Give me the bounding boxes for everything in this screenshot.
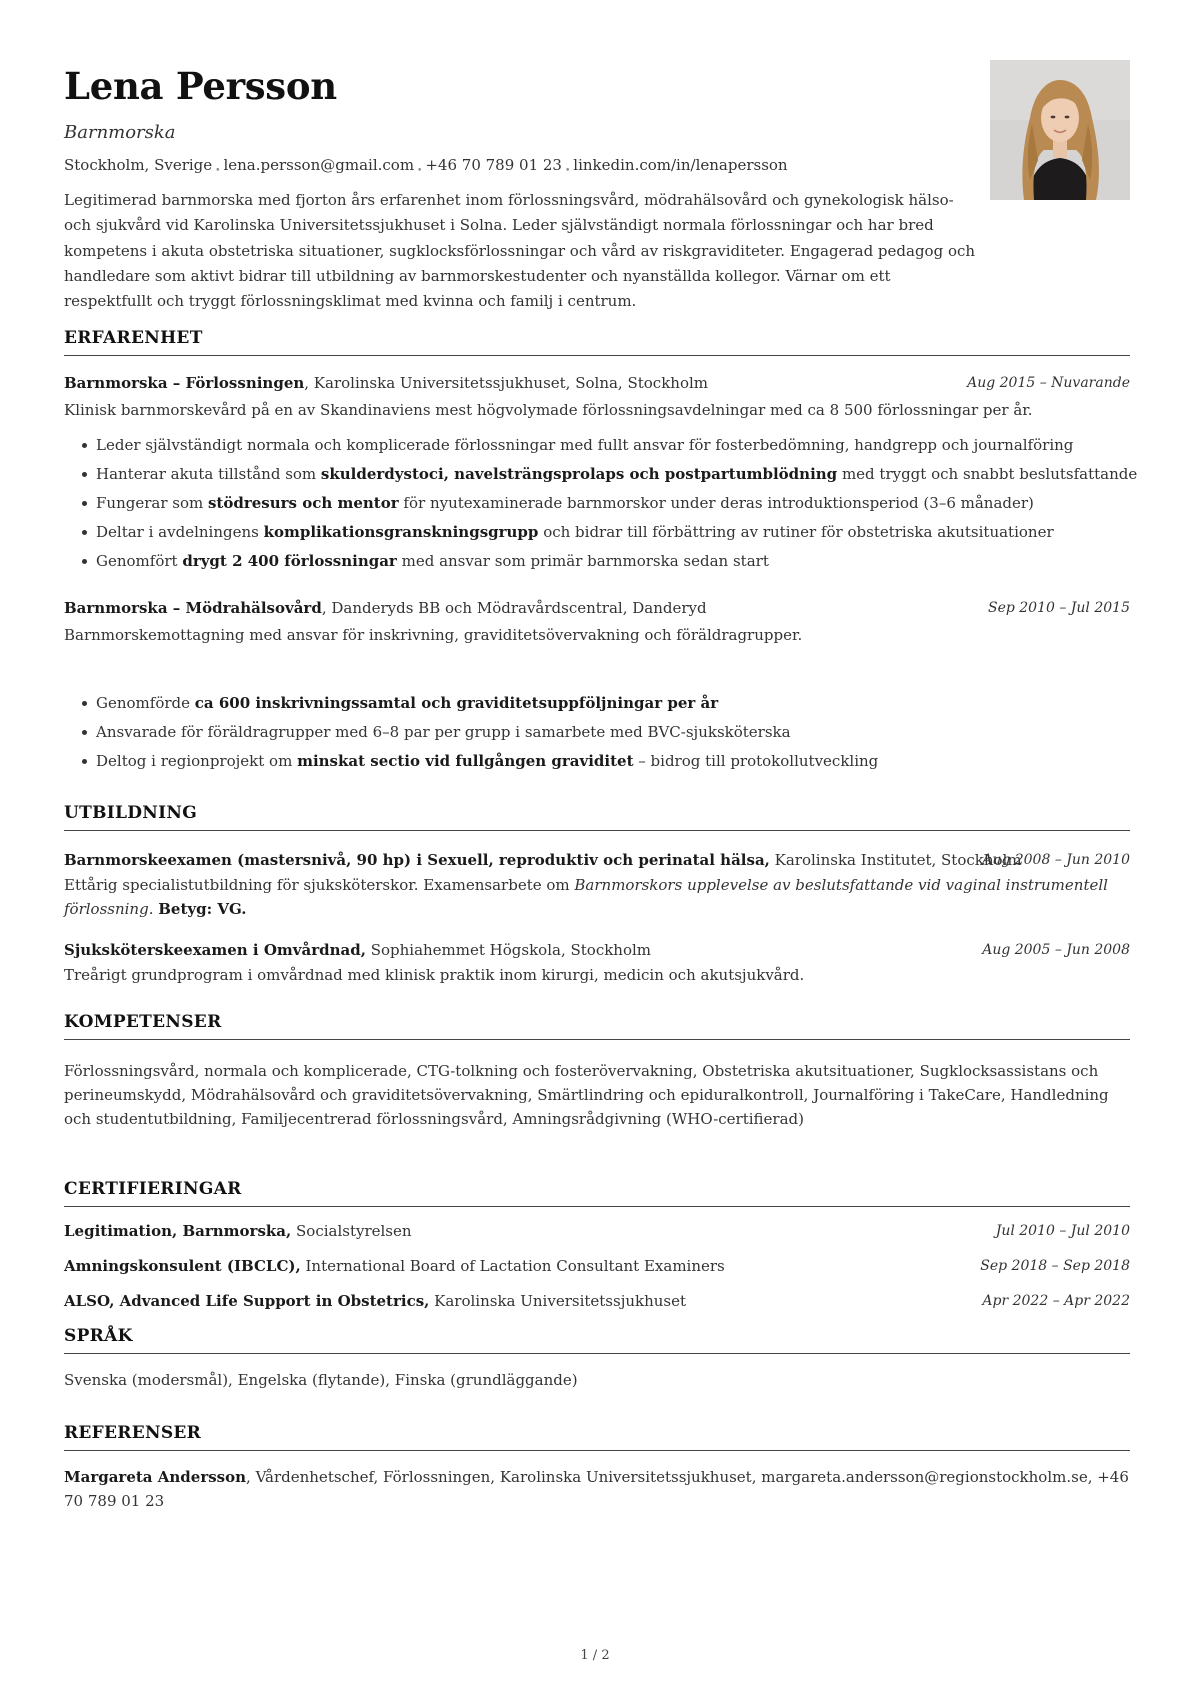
bullet-text: Deltar i avdelningens [96,523,264,541]
job-title: Barnmorska – Mödrahälsovård [64,599,322,617]
reference-name: Margareta Andersson [64,1468,247,1486]
experience-section [64,328,1138,668]
job-bullet [64,751,1130,780]
certification-item [64,1291,1130,1311]
bullet-text: och bidrar till förbättring av rutiner för obstetriska akutsituationer [538,523,1054,541]
job-bullet-list [64,693,1130,780]
bullet-emphasis: komplikationsgranskningsgrupp [263,523,539,541]
job-title: Barnmorska – Förlossningen [64,374,305,392]
section-divider [64,1206,1130,1207]
job-description: Barnmorskemottagning med ansvar för inskrivning, graviditetsövervakning och föräldragrupper. [64,626,803,644]
profile-photo [990,60,1130,200]
page-number: 1 / 2 [580,1648,610,1663]
job-bullet [64,464,1138,493]
bullet-text: för nyutexaminerade barnmorskor under deras introduktionsperiod (3–6 månader) [398,494,1034,512]
certification-item [64,1221,1130,1241]
job-bullet [64,722,1130,751]
certification-dates: Apr 2022 – Apr 2022 [982,1293,1130,1309]
bullet-text: med ansvar som primär barnmorska sedan start [396,552,769,570]
section-title-education: UTBILDNING [64,803,198,823]
grade-text: Betyg: VG. [158,900,247,918]
email-link[interactable]: lena.persson@gmail.com [223,156,415,174]
resume-header [64,60,1130,322]
education-description [64,873,1130,921]
location-text: Stockholm, Sverige [64,156,213,174]
bullet-emphasis: minskat sectio vid fullgången graviditet [297,752,634,770]
certification-issuer: International Board of Lactation Consultant Examiners [300,1257,725,1275]
education-heading [64,940,1130,960]
bullet-text: – bidrog till protokollutveckling [633,752,879,770]
job-bullet-list [64,435,1138,580]
degree-title: Barnmorskeexamen (mastersnivå, 90 hp) i Sexuell, reproduktiv och perinatal hälsa, [64,851,770,869]
bullet-text: Ansvarade för föräldragrupper med 6–8 par per grupp i samarbete med BVC-sjuksköterska [96,723,791,741]
job-bullet [64,551,1130,580]
certification-issuer: Karolinska Universitetssjukhuset [429,1292,687,1310]
section-title-certifications: CERTIFIERINGAR [64,1179,242,1199]
job-bullet [64,435,1130,464]
bullet-emphasis: skulderdystoci, navelsträngsprolaps och postpartumblödning [320,465,838,483]
section-divider [64,355,1130,356]
bullet-emphasis: stödresurs och mentor [207,494,399,512]
certification-name: Amningskonsulent (IBCLC), [64,1257,301,1275]
certification-issuer: Socialstyrelsen [291,1222,412,1240]
school-name: Sophiahemmet Högskola, Stockholm [365,941,652,959]
resume-page [64,60,1138,1510]
education-heading [64,850,1130,870]
bullet-emphasis: ca 600 inskrivningssamtal och graviditetsuppföljningar per år [194,694,719,712]
education-dates: Aug 2008 – Jun 2010 [982,852,1130,868]
education-section [64,803,1130,1003]
education-text: . [148,900,159,918]
bullet-text: Deltog i regionprojekt om [96,752,298,770]
section-divider [64,830,1130,831]
certification-name: ALSO, Advanced Life Support in Obstetrics, [64,1292,430,1310]
job-bullet [64,522,1130,551]
contact-separator: • [564,166,571,176]
job-organization: , Danderyds BB och Mödravårdscentral, Danderyd [321,599,707,617]
bullet-text: Genomförde [96,694,195,712]
section-divider [64,1039,1130,1040]
certification-dates: Jul 2010 – Jul 2010 [995,1223,1130,1239]
references-section [64,1423,1130,1513]
section-title-experience: ERFARENHET [64,328,203,348]
certification-item [64,1256,1130,1276]
certifications-section [64,1179,1130,1309]
education-dates: Aug 2005 – Jun 2008 [982,942,1130,958]
section-title-languages: SPRÅK [64,1326,133,1346]
contact-separator: • [215,166,221,176]
job-organization: , Karolinska Universitetssjukhuset, Solna, Stockholm [304,374,708,392]
candidate-name: Lena Persson [64,64,337,108]
job-heading [64,598,1130,618]
bullet-text: med tryggt och snabbt beslutsfattande [837,465,1138,483]
languages-list: Svenska (modersmål), Engelska (flytande), Finska (grundläggande) [64,1371,578,1389]
school-name: Karolinska Institutet, Stockholm [769,851,1022,869]
candidate-role: Barnmorska [64,122,176,143]
languages-section [64,1326,1130,1396]
bullet-text: Genomfört [96,552,183,570]
education-description: Treårigt grundprogram i omvårdnad med klinisk praktik inom kirurgi, medicin och akutsjukvård. [64,966,805,984]
skills-section [64,1012,1130,1152]
education-text: Ettårig specialistutbildning för sjuksköterskor. Examensarbete om [64,876,575,894]
reference-entry [64,1465,1130,1513]
certification-dates: Sep 2018 – Sep 2018 [980,1258,1130,1274]
portrait-image [990,60,1130,200]
contact-separator: • [417,166,423,176]
certification-name: Legitimation, Barnmorska, [64,1222,292,1240]
bullet-text: Fungerar som [96,494,208,512]
job-dates: Aug 2015 – Nuvarande [967,375,1130,391]
profile-summary: Legitimerad barnmorska med fjorton års erfarenhet inom förlossningsvård, mödrahälsovård och gynekologisk hälso- och sjukvård vid Karolinska Universitetssjukhuset i Solna. Leder självständigt normala förlossningar och har bred kompetens i akuta obstetriska situationer, sugklocksförlossningar och vård av riskgraviditeter. Engagerad pedagog och handledare som aktivt bidrar till utbildning av barnmorskestudenter och nyanställda kollegor. Värnar om ett respektfullt och tryggt förlossningsklimat med kvinna och familj i centrum. [64,191,976,311]
thesis-title: Barnmorskors upplevelse av beslutsfattande vid vaginal instrumentell förlossning [64,876,1108,918]
job-bullet [64,693,1130,722]
linkedin-link[interactable]: linkedin.com/in/lenapersson [573,156,788,174]
job-bullet [64,493,1130,522]
job-heading [64,373,1130,393]
section-title-skills: KOMPETENSER [64,1012,222,1032]
section-divider [64,1450,1130,1451]
bullet-text: Leder självständigt normala och komplicerade förlossningar med fullt ansvar för fosterbedömning, handgrepp och journalföring [96,436,1074,454]
section-divider [64,1353,1130,1354]
contact-line [64,156,788,174]
degree-title: Sjuksköterskeexamen i Omvårdnad, [64,941,366,959]
reference-details: , Vårdenhetschef, Förlossningen, Karolinska Universitetssjukhuset, margareta.andersson@regionstockholm.se, +46 70 789 01 23 [64,1468,1129,1510]
bullet-text: Hanterar akuta tillstånd som [96,465,321,483]
phone-text: +46 70 789 01 23 [425,156,562,174]
job-description: Klinisk barnmorskevård på en av Skandinaviens mest högvolymade förlossningsavdelningar med ca 8 500 förlossningar per år. [64,401,1033,419]
bullet-emphasis: drygt 2 400 förlossningar [182,552,397,570]
job-dates: Sep 2010 – Jul 2015 [987,600,1130,616]
section-title-references: REFERENSER [64,1423,202,1443]
skills-list: Förlossningsvård, normala och komplicerade, CTG-tolkning och fosterövervakning, Obstetriska akutsituationer, Sugklocksassistans och perineumskydd, Mödrahälsovård och graviditetsövervakning, Smärtlindring och epiduralkontroll, Journalföring i TakeCare, Handledning och studentutbildning, Familjecentrerad förlossningsvård, Amningsrådgivning (WHO-certifierad) [64,1062,1109,1128]
